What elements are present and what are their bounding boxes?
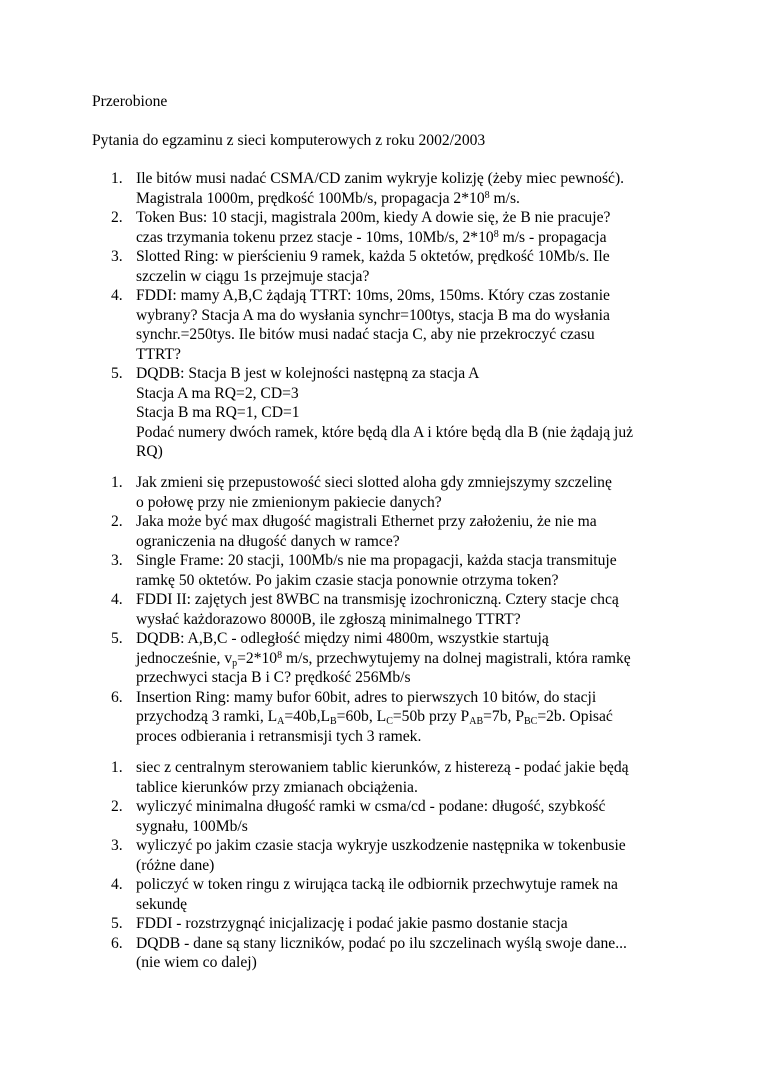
list-item: [111, 797, 676, 836]
item-number: 2.: [111, 798, 123, 815]
list-item: [111, 247, 676, 286]
item-text: sygnału, 100Mb/s: [136, 817, 248, 835]
subscript: B: [330, 716, 337, 727]
subscript: C: [386, 716, 393, 727]
item-text: synchr.=250tys. Ile bitów musi nadać stacja C, aby nie przekroczyć czasu: [136, 326, 595, 343]
list-item: [111, 286, 676, 364]
item-text: DQDB: A,B,C - odległość między nimi 4800m, wszystkie startują: [136, 630, 549, 647]
item-text: jednocześnie, $v_p=2*10^8$ m/s, przechwytujemy na dolnej magistrali, która ramkę: [136, 649, 631, 669]
item-text: FDDI II: zajętych jest 8WBC na transmisję izochroniczną. Cztery stacje chcą: [136, 591, 619, 608]
subscript: A: [277, 716, 285, 727]
item-number: 2.: [111, 513, 123, 530]
item-text: tablice kierunków przy zmianach obciążenia.: [136, 778, 418, 796]
item-text: Ile bitów musi nadać CSMA/CD zanim wykryje kolizję (żeby miec pewność).: [136, 170, 625, 187]
item-number: 5.: [111, 365, 123, 382]
subscript: p: [232, 657, 238, 669]
item-text: sekundę: [136, 895, 188, 913]
item-number: 3.: [111, 552, 123, 569]
item-text: Stacja B ma RQ=1, CD=1: [136, 404, 300, 421]
item-text: DQDB - dane są stany liczników, podać po ilu szczelinach wyślą swoje dane...: [136, 934, 627, 952]
subscript: BC: [524, 716, 538, 727]
list-item: [111, 934, 676, 973]
question-list-2: [111, 473, 676, 746]
item-text: FDDI: mamy A,B,C żądają TTRT: 10ms, 20ms, 150ms. Który czas zostanie: [136, 287, 610, 304]
item-text: TTRT?: [136, 345, 181, 363]
item-text: ograniczenia na długość danych w ramce?: [136, 532, 400, 550]
list-item: [111, 364, 676, 462]
item-text: wyliczyć minimalna długość ramki w csma/cd - podane: długość, szybkość: [136, 798, 606, 815]
item-number: 1.: [111, 474, 123, 491]
document-label: Przerobione: [92, 93, 168, 110]
item-text: Insertion Ring: mamy bufor 60bit, adres to pierwszych 10 bitów, do stacji: [136, 688, 597, 706]
list-item: [111, 473, 676, 512]
list-item: [111, 208, 676, 247]
item-text: wysłać każdorazowo 8000B, ile zgłoszą minimalnego TTRT?: [136, 610, 521, 628]
item-number: 3.: [111, 248, 123, 265]
item-number: 1.: [111, 170, 123, 187]
list-item: [111, 836, 676, 875]
item-text: (nie wiem co dalej): [136, 954, 257, 971]
list-item: [111, 629, 676, 688]
item-number: 6.: [111, 934, 123, 952]
item-text: Slotted Ring: w pierścieniu 9 ramek, każda 5 oktetów, prędkość 10Mb/s. Ile: [136, 248, 610, 265]
item-text: FDDI - rozstrzygnąć inicjalizację i podać jakie pasmo dostanie stacja: [136, 915, 568, 932]
item-text: Single Frame: 20 stacji, 100Mb/s nie ma propagacji, każda stacja transmituje: [136, 552, 617, 569]
item-text: DQDB: Stacja B jest w kolejności następną za stacja A: [136, 365, 480, 382]
item-text: o połowę przy nie zmienionym pakiecie danych?: [136, 493, 442, 511]
item-text: Stacja A ma RQ=2, CD=3: [136, 384, 299, 402]
item-text: policzyć w token ringu z wirująca tacką ile odbiornik przechwytuje ramek na: [136, 876, 618, 893]
item-text: przychodzą 3 ramki, $L_A=40b,L_B=60b$, $L_C=50b$ przy $P_{AB}=7b$, $P_{BC}=2b$. Opisać: [136, 708, 613, 727]
item-number: 4.: [111, 591, 123, 608]
item-text: (różne dane): [136, 856, 215, 874]
list-item: [111, 758, 676, 797]
item-text: wybrany? Stacja A ma do wysłania synchr=100tys, stacja B ma do wysłania: [136, 306, 610, 324]
item-text: Jaka może być max długość magistrali Ethernet przy założeniu, że nie ma: [136, 513, 597, 530]
document-title: Pytania do egzaminu z sieci komputerowych z roku 2002/2003: [92, 132, 486, 149]
item-text: wyliczyć po jakim czasie stacja wykryje uszkodzenie następnika w tokenbusie: [136, 837, 626, 854]
item-text: ramkę 50 oktetów. Po jakim czasie stacja ponownie otrzyma token?: [136, 571, 559, 589]
item-number: 1.: [111, 759, 123, 776]
item-text: przechwyci stacja B i C? prędkość 256Mb/s: [136, 669, 411, 686]
item-text: Jak zmieni się przepustowość sieci slotted aloha gdy zmniejszymy szczelinę: [136, 474, 612, 491]
list-item: [111, 688, 676, 747]
item-text: siec z centralnym sterowaniem tablic kierunków, z histerezą - podać jakie będą: [136, 759, 629, 776]
list-item: [111, 875, 676, 914]
item-number: 5.: [111, 915, 123, 932]
superscript: 8: [493, 228, 499, 240]
list-item: [111, 551, 676, 590]
superscript: 8: [484, 189, 490, 201]
item-number: 3.: [111, 837, 123, 854]
item-text: Podać numery dwóch ramek, które będą dla A i które będą dla B (nie żądają już: [136, 423, 634, 441]
question-list-1: [111, 169, 676, 462]
list-item: [111, 512, 676, 551]
item-text: szczelin w ciągu 1s przejmuje stacja?: [136, 267, 370, 285]
subscript: AB: [469, 716, 484, 727]
item-text: Token Bus: 10 stacji, magistrala 200m, kiedy A dowie się, że B nie pracuje?: [136, 209, 611, 226]
item-text: Magistrala 1000m, prędkość 100Mb/s, propagacja $2*10^8$ m/s.: [136, 189, 520, 207]
list-item: [111, 914, 676, 934]
item-number: 4.: [111, 876, 123, 893]
item-number: 4.: [111, 287, 123, 304]
item-number: 6.: [111, 688, 123, 706]
question-list-3: [111, 758, 676, 973]
superscript: 8: [277, 649, 283, 661]
item-number: 5.: [111, 630, 123, 647]
item-text: RQ): [136, 443, 163, 460]
list-item: [111, 169, 676, 208]
item-text: proces odbierania i retransmisji tych 3 ramek.: [136, 727, 422, 745]
item-text: czas trzymania tokenu przez stacje - 10ms, 10Mb/s, $2*10^8$ m/s - propagacja: [136, 228, 607, 246]
item-number: 2.: [111, 209, 123, 226]
list-item: [111, 590, 676, 629]
